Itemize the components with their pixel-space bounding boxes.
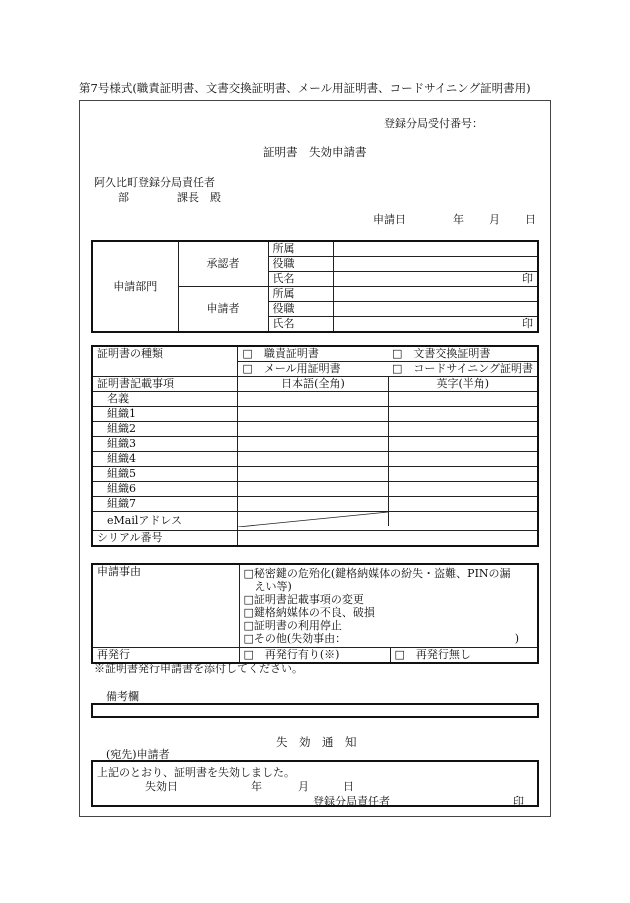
entry-en-field[interactable] [388,497,538,512]
revocation-date-label: 失効日 [145,780,178,793]
reason-option-stop[interactable]: □証明書の利用停止 [243,619,342,632]
reason-table [91,563,539,664]
checkbox-icon: □ [392,347,403,360]
revocation-date-year: 年 [251,780,262,793]
application-date-label: 申請日 [373,213,406,226]
entry-en-field[interactable] [388,437,538,452]
revocation-title: 失 効 通 知 [276,735,357,749]
reissue-yes-option[interactable]: □ 再発行有り(※) [239,648,390,664]
cert-type-option-4[interactable] [388,362,538,377]
cert-type-option-1-label: 職責証明書 [263,347,319,360]
revocation-date-month: 月 [298,780,309,793]
reason-option-compromise-cont: えい等) [243,580,292,593]
application-date-month: 月 [489,213,500,226]
approver-label: 承認者 [178,241,268,287]
applicant-affiliation-field[interactable] [333,287,538,302]
certificate-table [91,345,539,547]
applicant-name-field[interactable] [333,317,538,333]
checkbox-icon: □ [242,362,253,375]
serial-number-label: シリアル番号 [92,531,238,547]
approver-position-label: 役職 [268,257,333,272]
entries-col-ja: 日本語(全角) [238,377,388,392]
applicant-name-label: 氏名 [268,317,333,333]
cert-type-option-3-label: メール用証明書 [263,362,341,375]
entry-ja-field[interactable] [238,482,388,497]
entry-en-field[interactable] [388,482,538,497]
checkbox-icon: □ [242,347,253,360]
entry-ja-field[interactable] [238,497,388,512]
reason-option-compromise[interactable]: □秘密鍵の危殆化(鍵格納媒体の紛失・盗難、PINの漏 [243,567,511,580]
cert-type-option-3[interactable] [238,362,388,377]
cert-type-label: 証明書の種類 [92,346,238,377]
addressee-line1: 阿久比町登録分局責任者 [94,176,215,189]
entry-en-field[interactable] [388,407,538,422]
cert-type-option-1[interactable] [238,346,388,362]
applicant-table [91,240,539,333]
entry-ja-field[interactable] [238,422,388,437]
approver-seal: 印 [522,272,533,285]
revocation-signer: 登録分局責任者 [313,795,390,808]
reissue-label: 再発行 [92,648,239,664]
entry-row-label: 組織4 [92,452,238,467]
revocation-box [91,760,539,807]
entry-row-label: 名義 [92,392,238,407]
entry-ja-field[interactable] [238,467,388,482]
registry-number-label: 登録分局受付番号： [384,117,483,130]
entry-en-field[interactable] [388,467,538,482]
entry-row-label: 組織3 [92,437,238,452]
entry-row-label: 組織6 [92,482,238,497]
remarks-label: 備考欄 [106,690,139,703]
checkbox-icon: □ [392,362,403,375]
application-date-day: 日 [525,213,536,226]
attachment-note: ※証明書発行申請書を添付してください。 [94,662,303,675]
reason-option-other-label: □その他(失効事由： [243,632,347,645]
serial-number-field[interactable] [238,531,538,547]
entry-ja-field[interactable] [238,392,388,407]
reason-option-change[interactable]: □証明書記載事項の変更 [243,593,364,606]
reason-options [239,564,538,648]
approver-name-label: 氏名 [268,272,333,287]
reason-option-other[interactable] [244,632,534,645]
reissue-no-option[interactable]: □ 再発行無し [390,648,538,664]
revocation-message: 上記のとおり、証明書を失効しました。 [97,766,295,779]
cert-type-option-2[interactable] [388,346,538,362]
entry-row-label: 組織1 [92,407,238,422]
addressee-dept: 部 [118,191,129,204]
entry-email-field[interactable] [238,512,538,531]
applicant-affiliation-label: 所属 [268,287,333,302]
approver-affiliation-field[interactable] [333,241,538,257]
entry-row-label: 組織5 [92,467,238,482]
entries-header: 証明書記載事項 [92,377,238,392]
reason-other-close-paren: ) [514,632,519,645]
addressee-title: 課長 殿 [177,191,221,204]
diagonal-strike-line [238,512,388,527]
document-title: 証明書 失効申請書 [263,145,367,159]
entry-ja-field[interactable] [238,452,388,467]
entry-ja-field[interactable] [238,407,388,422]
application-date-year: 年 [453,213,464,226]
applicant-position-field[interactable] [333,302,538,317]
entry-row-label: 組織2 [92,422,238,437]
remarks-field[interactable] [91,703,539,718]
entry-row-label: 組織7 [92,497,238,512]
approver-position-field[interactable] [333,257,538,272]
applicant-label: 申請者 [178,287,268,333]
revocation-seal: 印 [513,795,524,808]
reason-option-damage[interactable]: □鍵格納媒体の不良、破損 [243,606,375,619]
entry-ja-field[interactable] [238,437,388,452]
applicant-seal: 印 [522,317,533,330]
entry-row-label: eMailアドレス [92,512,238,531]
reason-label: 申請事由 [92,564,239,648]
approver-name-field[interactable] [333,272,538,287]
approver-affiliation-label: 所属 [268,241,333,257]
entry-en-field[interactable] [388,392,538,407]
cert-type-option-2-label: 文書交換証明書 [413,347,491,360]
entries-col-en: 英字(半角) [388,377,538,392]
applicant-dept-label: 申請部門 [92,241,178,332]
cert-type-option-4-label: コードサイニング証明書 [413,362,533,375]
revocation-to: (宛先)申請者 [106,748,170,761]
entry-en-field[interactable] [388,452,538,467]
applicant-position-label: 役職 [268,302,333,317]
revocation-date-day: 日 [343,780,354,793]
entry-en-field[interactable] [388,422,538,437]
form-title: 第7号様式(職責証明書、文書交換証明書、メール用証明書、コードサイニング証明書用) [79,81,531,95]
